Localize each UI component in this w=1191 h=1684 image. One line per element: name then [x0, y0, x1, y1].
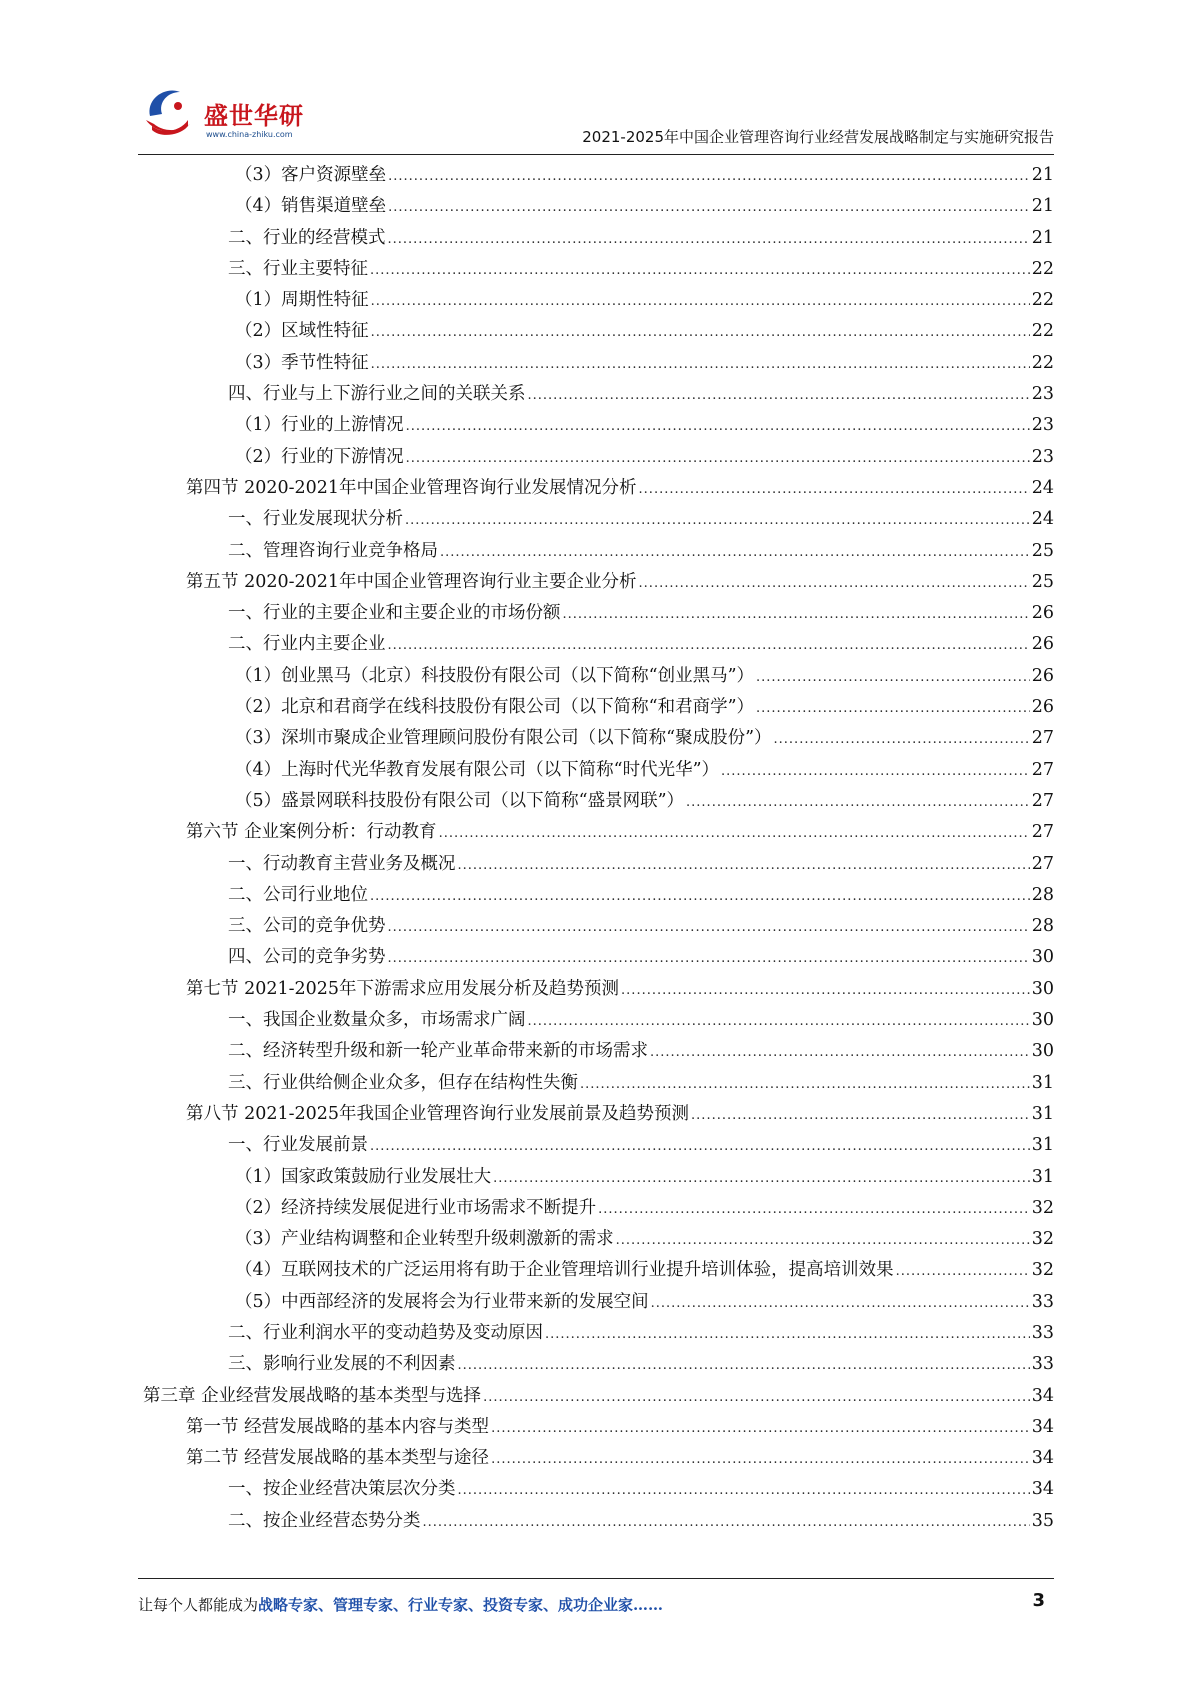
- toc-entry-page: 24: [1031, 509, 1054, 530]
- toc-entry[interactable]: [143, 504, 1054, 535]
- brand-name: 盛世华研: [204, 102, 304, 130]
- toc-entry-title: 二、行业利润水平的变动趋势及变动原因: [228, 1322, 543, 1343]
- toc-entry[interactable]: [143, 1068, 1054, 1099]
- toc-leader-dots: [616, 1225, 1030, 1256]
- toc-entry[interactable]: [143, 1474, 1054, 1505]
- toc-entry[interactable]: [143, 379, 1054, 410]
- toc-entry[interactable]: [143, 567, 1054, 598]
- toc-entry[interactable]: [143, 316, 1054, 347]
- toc-leader-dots: [528, 380, 1030, 411]
- toc-entry[interactable]: [143, 1412, 1054, 1443]
- header-divider: [138, 154, 1054, 155]
- toc-entry-title: （1）创业黑马（北京）科技股份有限公司（以下简称“创业黑马”）: [235, 665, 755, 686]
- toc-entry[interactable]: [143, 473, 1054, 504]
- footer-slogan-emphasis: 战略专家、管理专家、行业专家、投资专家、成功企业家……: [258, 1596, 664, 1614]
- toc-entry-page: 21: [1031, 165, 1054, 185]
- toc-leader-dots: [388, 161, 1030, 192]
- toc-entry-page: 27: [1031, 728, 1054, 749]
- toc-entry[interactable]: [143, 1381, 1054, 1412]
- toc-entry-title: （2）区域性特征: [235, 321, 369, 342]
- toc-leader-dots: [528, 1006, 1030, 1037]
- toc-entry-page: 26: [1031, 603, 1054, 624]
- toc-entry[interactable]: [143, 1318, 1054, 1349]
- toc-entry-page: 22: [1031, 258, 1054, 279]
- toc-leader-dots: [545, 1319, 1030, 1350]
- toc-entry[interactable]: [143, 786, 1054, 817]
- toc-entry-page: 31: [1031, 1135, 1054, 1156]
- toc-entry-title: 三、影响行业发展的不利因素: [228, 1354, 456, 1375]
- toc-entry[interactable]: [143, 598, 1054, 629]
- toc-entry-title: 一、行业发展前景: [228, 1135, 368, 1156]
- toc-leader-dots: [388, 912, 1030, 943]
- toc-entry-page: 26: [1031, 665, 1054, 686]
- toc-leader-dots: [650, 1037, 1030, 1068]
- toc-entry-page: 21: [1031, 227, 1054, 248]
- toc-leader-dots: [756, 693, 1030, 724]
- toc-entry-title: （3）产业结构调整和企业转型升级刺激新的需求: [235, 1229, 614, 1250]
- toc-entry[interactable]: [143, 849, 1054, 880]
- toc-leader-dots: [388, 224, 1030, 255]
- logo-emblem-icon: [140, 80, 204, 144]
- toc-entry-title: 第四节 2020-2021年中国企业管理咨询行业发展情况分析: [186, 477, 637, 498]
- toc-entry-page: 33: [1031, 1354, 1054, 1375]
- toc-entry-title: 第六节 企业案例分析：行动教育: [186, 822, 437, 843]
- toc-entry-title: 第七节 2021-2025年下游需求应用发展分析及趋势预测: [186, 978, 620, 999]
- toc-leader-dots: [370, 1131, 1030, 1162]
- footer-divider: [138, 1578, 1054, 1579]
- toc-entry-title: 二、公司行业地位: [228, 884, 368, 905]
- toc-entry-title: 一、行业发展现状分析: [228, 509, 403, 530]
- toc-entry-title: （4）互联网技术的广泛运用将有助于企业管理培训行业提升培训体验，提高培训效果: [235, 1260, 894, 1281]
- toc-entry-page: 30: [1031, 1041, 1054, 1062]
- toc-leader-dots: [458, 850, 1030, 881]
- toc-entry[interactable]: [143, 974, 1054, 1005]
- document-title: 2021-2025年中国企业管理咨询行业经营发展战略制定与实施研究报告: [582, 128, 1054, 146]
- toc-entry[interactable]: [143, 1506, 1054, 1537]
- toc-entry-page: 25: [1031, 571, 1054, 592]
- toc-entry-page: 30: [1031, 947, 1054, 968]
- toc-leader-dots: [686, 787, 1030, 818]
- toc-leader-dots: [371, 349, 1030, 380]
- toc-entry-page: 30: [1031, 1010, 1054, 1031]
- toc-leader-dots: [491, 1413, 1030, 1444]
- toc-entry-title: 二、管理咨询行业竞争格局: [228, 540, 438, 561]
- toc-entry-title: （1）国家政策鼓励行业发展壮大: [235, 1166, 492, 1187]
- toc-entry-page: 26: [1031, 697, 1054, 718]
- toc-leader-dots: [721, 756, 1030, 787]
- toc-leader-dots: [756, 662, 1030, 693]
- toc-entry-title: （2）北京和君商学在线科技股份有限公司（以下简称“和君商学”）: [235, 697, 755, 718]
- toc-entry[interactable]: [143, 442, 1054, 473]
- toc-entry-title: （5）盛景网联科技股份有限公司（以下简称“盛景网联”）: [235, 790, 685, 811]
- toc-entry-page: 27: [1031, 790, 1054, 811]
- toc-leader-dots: [458, 1475, 1030, 1506]
- toc-entry-page: 22: [1031, 321, 1054, 342]
- footer-slogan: [138, 1594, 663, 1615]
- toc-entry[interactable]: [143, 1443, 1054, 1474]
- toc-entry[interactable]: [143, 942, 1054, 973]
- toc-entry-title: 一、行业的主要企业和主要企业的市场份额: [228, 603, 561, 624]
- toc-entry-title: 第二节 经营发展战略的基本类型与途径: [186, 1448, 490, 1469]
- toc-leader-dots: [406, 411, 1030, 442]
- toc-entry-title: （2）行业的下游情况: [235, 446, 404, 467]
- toc-entry-title: 二、行业内主要企业: [228, 634, 386, 655]
- toc-entry[interactable]: [143, 911, 1054, 942]
- toc-leader-dots: [371, 317, 1030, 348]
- toc-entry[interactable]: [143, 1162, 1054, 1193]
- toc-leader-dots: [691, 1100, 1030, 1131]
- toc-entry[interactable]: [143, 755, 1054, 786]
- toc-entry-page: 32: [1031, 1197, 1054, 1218]
- toc-entry-title: （4）销售渠道壁垒: [235, 196, 387, 217]
- toc-entry-title: （3）客户资源壁垒: [235, 165, 387, 185]
- toc-entry-page: 35: [1031, 1510, 1054, 1531]
- toc-entry-title: （1）行业的上游情况: [235, 415, 404, 436]
- toc-entry-title: （4）上海时代光华教育发展有限公司（以下简称“时代光华”）: [235, 759, 720, 780]
- toc-entry-page: 25: [1031, 540, 1054, 561]
- toc-entry-title: （2）经济持续发展促进行业市场需求不断提升: [235, 1197, 597, 1218]
- toc-entry-page: 31: [1031, 1072, 1054, 1093]
- toc-entry-page: 21: [1031, 196, 1054, 217]
- toc-entry-title: （3）季节性特征: [235, 352, 369, 373]
- toc-leader-dots: [439, 818, 1030, 849]
- toc-entry-title: 二、行业的经营模式: [228, 227, 386, 248]
- toc-entry-title: 一、行动教育主营业务及概况: [228, 853, 456, 874]
- toc-entry[interactable]: [143, 285, 1054, 316]
- toc-entry-page: 23: [1031, 415, 1054, 436]
- footer-slogan-prefix: 让每个人都能成为: [138, 1596, 259, 1614]
- toc-leader-dots: [580, 1069, 1030, 1100]
- toc-entry-title: 第五节 2020-2021年中国企业管理咨询行业主要企业分析: [186, 571, 637, 592]
- toc-entry[interactable]: [143, 1224, 1054, 1255]
- toc-entry[interactable]: [143, 254, 1054, 285]
- toc-leader-dots: [423, 1507, 1030, 1538]
- toc-entry-title: 一、我国企业数量众多，市场需求广阔: [228, 1010, 526, 1031]
- toc-entry-page: 30: [1031, 978, 1054, 999]
- toc-entry-title: 三、行业主要特征: [228, 258, 368, 279]
- toc-entry[interactable]: [143, 160, 1054, 191]
- toc-leader-dots: [370, 255, 1030, 286]
- toc-leader-dots: [440, 537, 1030, 568]
- toc-entry[interactable]: [143, 1349, 1054, 1380]
- toc-leader-dots: [598, 1194, 1030, 1225]
- toc-leader-dots: [458, 1350, 1030, 1381]
- toc-entry-page: 24: [1031, 477, 1054, 498]
- toc-entry-title: 二、经济转型升级和新一轮产业革命带来新的市场需求: [228, 1041, 648, 1062]
- toc-leader-dots: [774, 724, 1030, 755]
- toc-entry[interactable]: [143, 191, 1054, 222]
- toc-entry[interactable]: [143, 1193, 1054, 1224]
- table-of-contents: [143, 160, 1054, 1537]
- toc-leader-dots: [371, 286, 1030, 317]
- toc-leader-dots: [406, 443, 1030, 474]
- toc-entry[interactable]: [143, 348, 1054, 379]
- toc-entry-page: 22: [1031, 290, 1054, 311]
- toc-leader-dots: [651, 1288, 1030, 1319]
- toc-leader-dots: [896, 1256, 1030, 1287]
- toc-entry-page: 28: [1031, 916, 1054, 937]
- toc-entry-page: 34: [1031, 1448, 1054, 1469]
- toc-entry-page: 26: [1031, 634, 1054, 655]
- toc-leader-dots: [639, 568, 1030, 599]
- brand-logo: [140, 80, 340, 152]
- toc-entry-title: 第八节 2021-2025年我国企业管理咨询行业发展前景及趋势预测: [186, 1103, 690, 1124]
- toc-entry-page: 28: [1031, 884, 1054, 905]
- toc-entry-title: （3）深圳市聚成企业管理顾问股份有限公司（以下简称“聚成股份”）: [235, 728, 772, 749]
- toc-entry[interactable]: [143, 1287, 1054, 1318]
- toc-leader-dots: [563, 599, 1030, 630]
- toc-leader-dots: [491, 1444, 1030, 1475]
- toc-entry-title: 第一节 经营发展战略的基本内容与类型: [186, 1416, 490, 1437]
- toc-entry-title: 一、按企业经营决策层次分类: [228, 1479, 456, 1500]
- toc-entry[interactable]: [143, 692, 1054, 723]
- toc-entry-title: 四、公司的竞争劣势: [228, 947, 386, 968]
- toc-entry-page: 23: [1031, 446, 1054, 467]
- toc-entry-title: 三、行业供给侧企业众多，但存在结构性失衡: [228, 1072, 578, 1093]
- toc-entry[interactable]: [143, 817, 1054, 848]
- toc-leader-dots: [388, 630, 1030, 661]
- toc-entry-page: 27: [1031, 759, 1054, 780]
- toc-leader-dots: [483, 1382, 1030, 1413]
- toc-entry-title: 第三章 企业经营发展战略的基本类型与选择: [143, 1385, 482, 1406]
- toc-entry-page: 22: [1031, 352, 1054, 373]
- toc-entry[interactable]: [143, 1130, 1054, 1161]
- toc-entry[interactable]: [143, 723, 1054, 754]
- toc-entry-title: （5）中西部经济的发展将会为行业带来新的发展空间: [235, 1291, 649, 1312]
- toc-entry-page: 34: [1031, 1385, 1054, 1406]
- toc-entry-title: 三、公司的竞争优势: [228, 916, 386, 937]
- toc-leader-dots: [388, 943, 1030, 974]
- toc-entry[interactable]: [143, 880, 1054, 911]
- toc-entry-page: 34: [1031, 1416, 1054, 1437]
- toc-entry[interactable]: [143, 661, 1054, 692]
- toc-entry-page: 27: [1031, 853, 1054, 874]
- page-number: 3: [1032, 1590, 1045, 1611]
- toc-leader-dots: [388, 192, 1030, 223]
- toc-entry[interactable]: [143, 1099, 1054, 1130]
- toc-leader-dots: [370, 881, 1030, 912]
- toc-entry-page: 33: [1031, 1291, 1054, 1312]
- toc-leader-dots: [621, 975, 1030, 1006]
- toc-entry[interactable]: [143, 1036, 1054, 1067]
- toc-entry-page: 31: [1031, 1166, 1054, 1187]
- toc-entry-page: 31: [1031, 1103, 1054, 1124]
- toc-entry-title: 四、行业与上下游行业之间的关联关系: [228, 384, 526, 405]
- toc-entry-title: 二、按企业经营态势分类: [228, 1510, 421, 1531]
- toc-entry[interactable]: [143, 223, 1054, 254]
- toc-leader-dots: [639, 474, 1030, 505]
- toc-entry-page: 23: [1031, 384, 1054, 405]
- toc-entry[interactable]: [143, 536, 1054, 567]
- toc-entry-page: 33: [1031, 1322, 1054, 1343]
- toc-entry-page: 32: [1031, 1229, 1054, 1250]
- toc-leader-dots: [405, 505, 1030, 536]
- toc-entry-page: 34: [1031, 1479, 1054, 1500]
- toc-entry-page: 32: [1031, 1260, 1054, 1281]
- toc-entry-page: 27: [1031, 822, 1054, 843]
- toc-entry[interactable]: [143, 1005, 1054, 1036]
- toc-entry[interactable]: [143, 410, 1054, 441]
- toc-entry[interactable]: [143, 1255, 1054, 1286]
- toc-entry[interactable]: [143, 629, 1054, 660]
- brand-url: www.china-zhiku.com: [206, 130, 293, 139]
- toc-entry-title: （1）周期性特征: [235, 290, 369, 311]
- toc-leader-dots: [493, 1163, 1030, 1194]
